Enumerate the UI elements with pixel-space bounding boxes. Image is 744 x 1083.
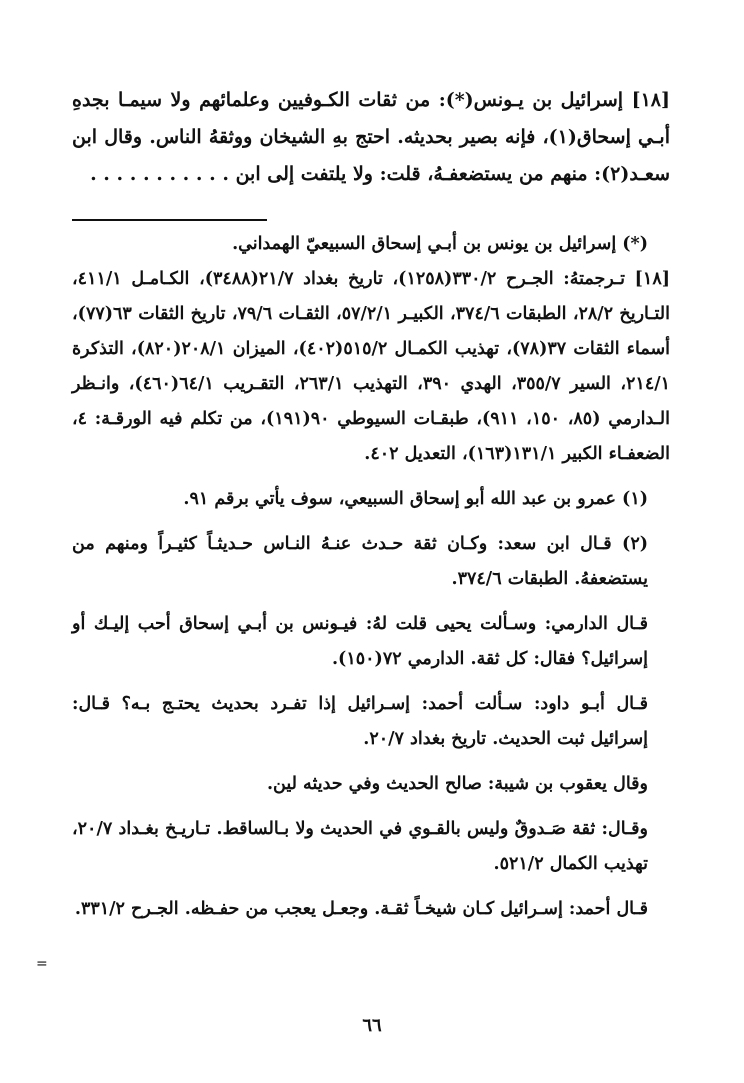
footnote-divider <box>72 219 267 221</box>
entry-paragraph: [١٨] إسرائيل بن يـونس(*): من ثقات الكـوفيين وعلمائهم ولا سيمـا بجدهِ أبـي إسحاق(١)، فإنه بصير بحديثه. احتج بهِ الشيخان ووثقهُ الناس. وقال ابن سعـد(٢): منهم من يستضعفـهُ، قلت: ولا يلتفت إلى ابن . . . . . . . . . . . <box>72 89 670 185</box>
footnote-2: (٢) قـال ابن سعد: وكـان ثقة حـدث عنـهُ النـاس حـديثـاً كثيـراً ومنهم من يستضعفهُ. الطبقات ٣٧٤/٦. <box>72 534 648 589</box>
footnote-star: (*) إسرائيل بن يونس بن أبـي إسحاق السبيعيّ الهمداني. <box>232 234 648 254</box>
note-yaqub: وقال يعقوب بن شيبة: صالح الحديث وفي حديثه لين. <box>266 774 648 794</box>
note-thiqa: وقـال: ثقة صَـدوقٌ وليس بالقـوي في الحديث ولا بـالساقط. تـاريـخ بغـداد ٢٠/٧، تهذيب الكمال ٥٢١/٢. <box>72 819 648 874</box>
margin-mark: = <box>36 956 48 972</box>
main-text <box>72 82 670 193</box>
page-number: ٦٦ <box>362 1015 382 1036</box>
note-ahmad: قـال أحمد: إسـرائيل كـان شيخـاً ثقـة. وجعـل يعجب من حفـظه. الجـرح ٣٣١/٢. <box>74 899 648 919</box>
page-body <box>72 82 670 927</box>
footnote-1: (١) عمرو بن عبد الله أبو إسحاق السبيعي، سوف يأتي برقم ٩١. <box>183 489 648 509</box>
footnotes <box>72 227 670 927</box>
note-abu-dawud: قـال أبـو داود: سـألت أحمد: إسـرائيل إذا تفـرد بحديث يحتـج بـه؟ قـال: إسرائيل ثبت الحديث. تاريخ بغداد ٢٠/٧. <box>72 694 648 749</box>
note-darimi: قـال الدارمي: وسـألت يحيى قلت لهُ: فيـونس بن أبـي إسحاق أحب إليـك أو إسرائيل؟ فقال: كل ثقة. الدارمي ٧٢(١٥٠). <box>72 614 648 669</box>
footnote-biography-sources: [١٨] تـرجمتهُ: الجـرح ٣٣٠/٢(١٢٥٨)، تاريخ بغداد ٢١/٧(٣٤٨٨)، الكـامـل ٤١١/١، التـاريخ ٢٨/٢، الطبقات ٣٧٤/٦، الكبيـر ٥٧/٢/١، الثقـات ٧٩/٦، تاريخ الثقات ٦٣(٧٧)، أسماء الثقات ٣٧(٧٨)، تهذيب الكمـال ٥١٥/٢(٤٠٢)، الميزان ٢٠٨/١(٨٢٠)، التذكرة ٢١٤/١، السير ٣٥٥/٧، الهدي ٣٩٠، التهذيب ٢٦٣/١، التقـريب ٦٤/١(٤٦٠)، وانـظر الـدارمي (٨٥، ١٥٠، ٩١١)، طبقـات السيوطي ٩٠(١٩١)، من تكلم فيه الورقـة: ٤، الضعفـاء الكبير ١٣١/١(١٦٣)، التعديل ٤٠٢. <box>72 269 671 464</box>
